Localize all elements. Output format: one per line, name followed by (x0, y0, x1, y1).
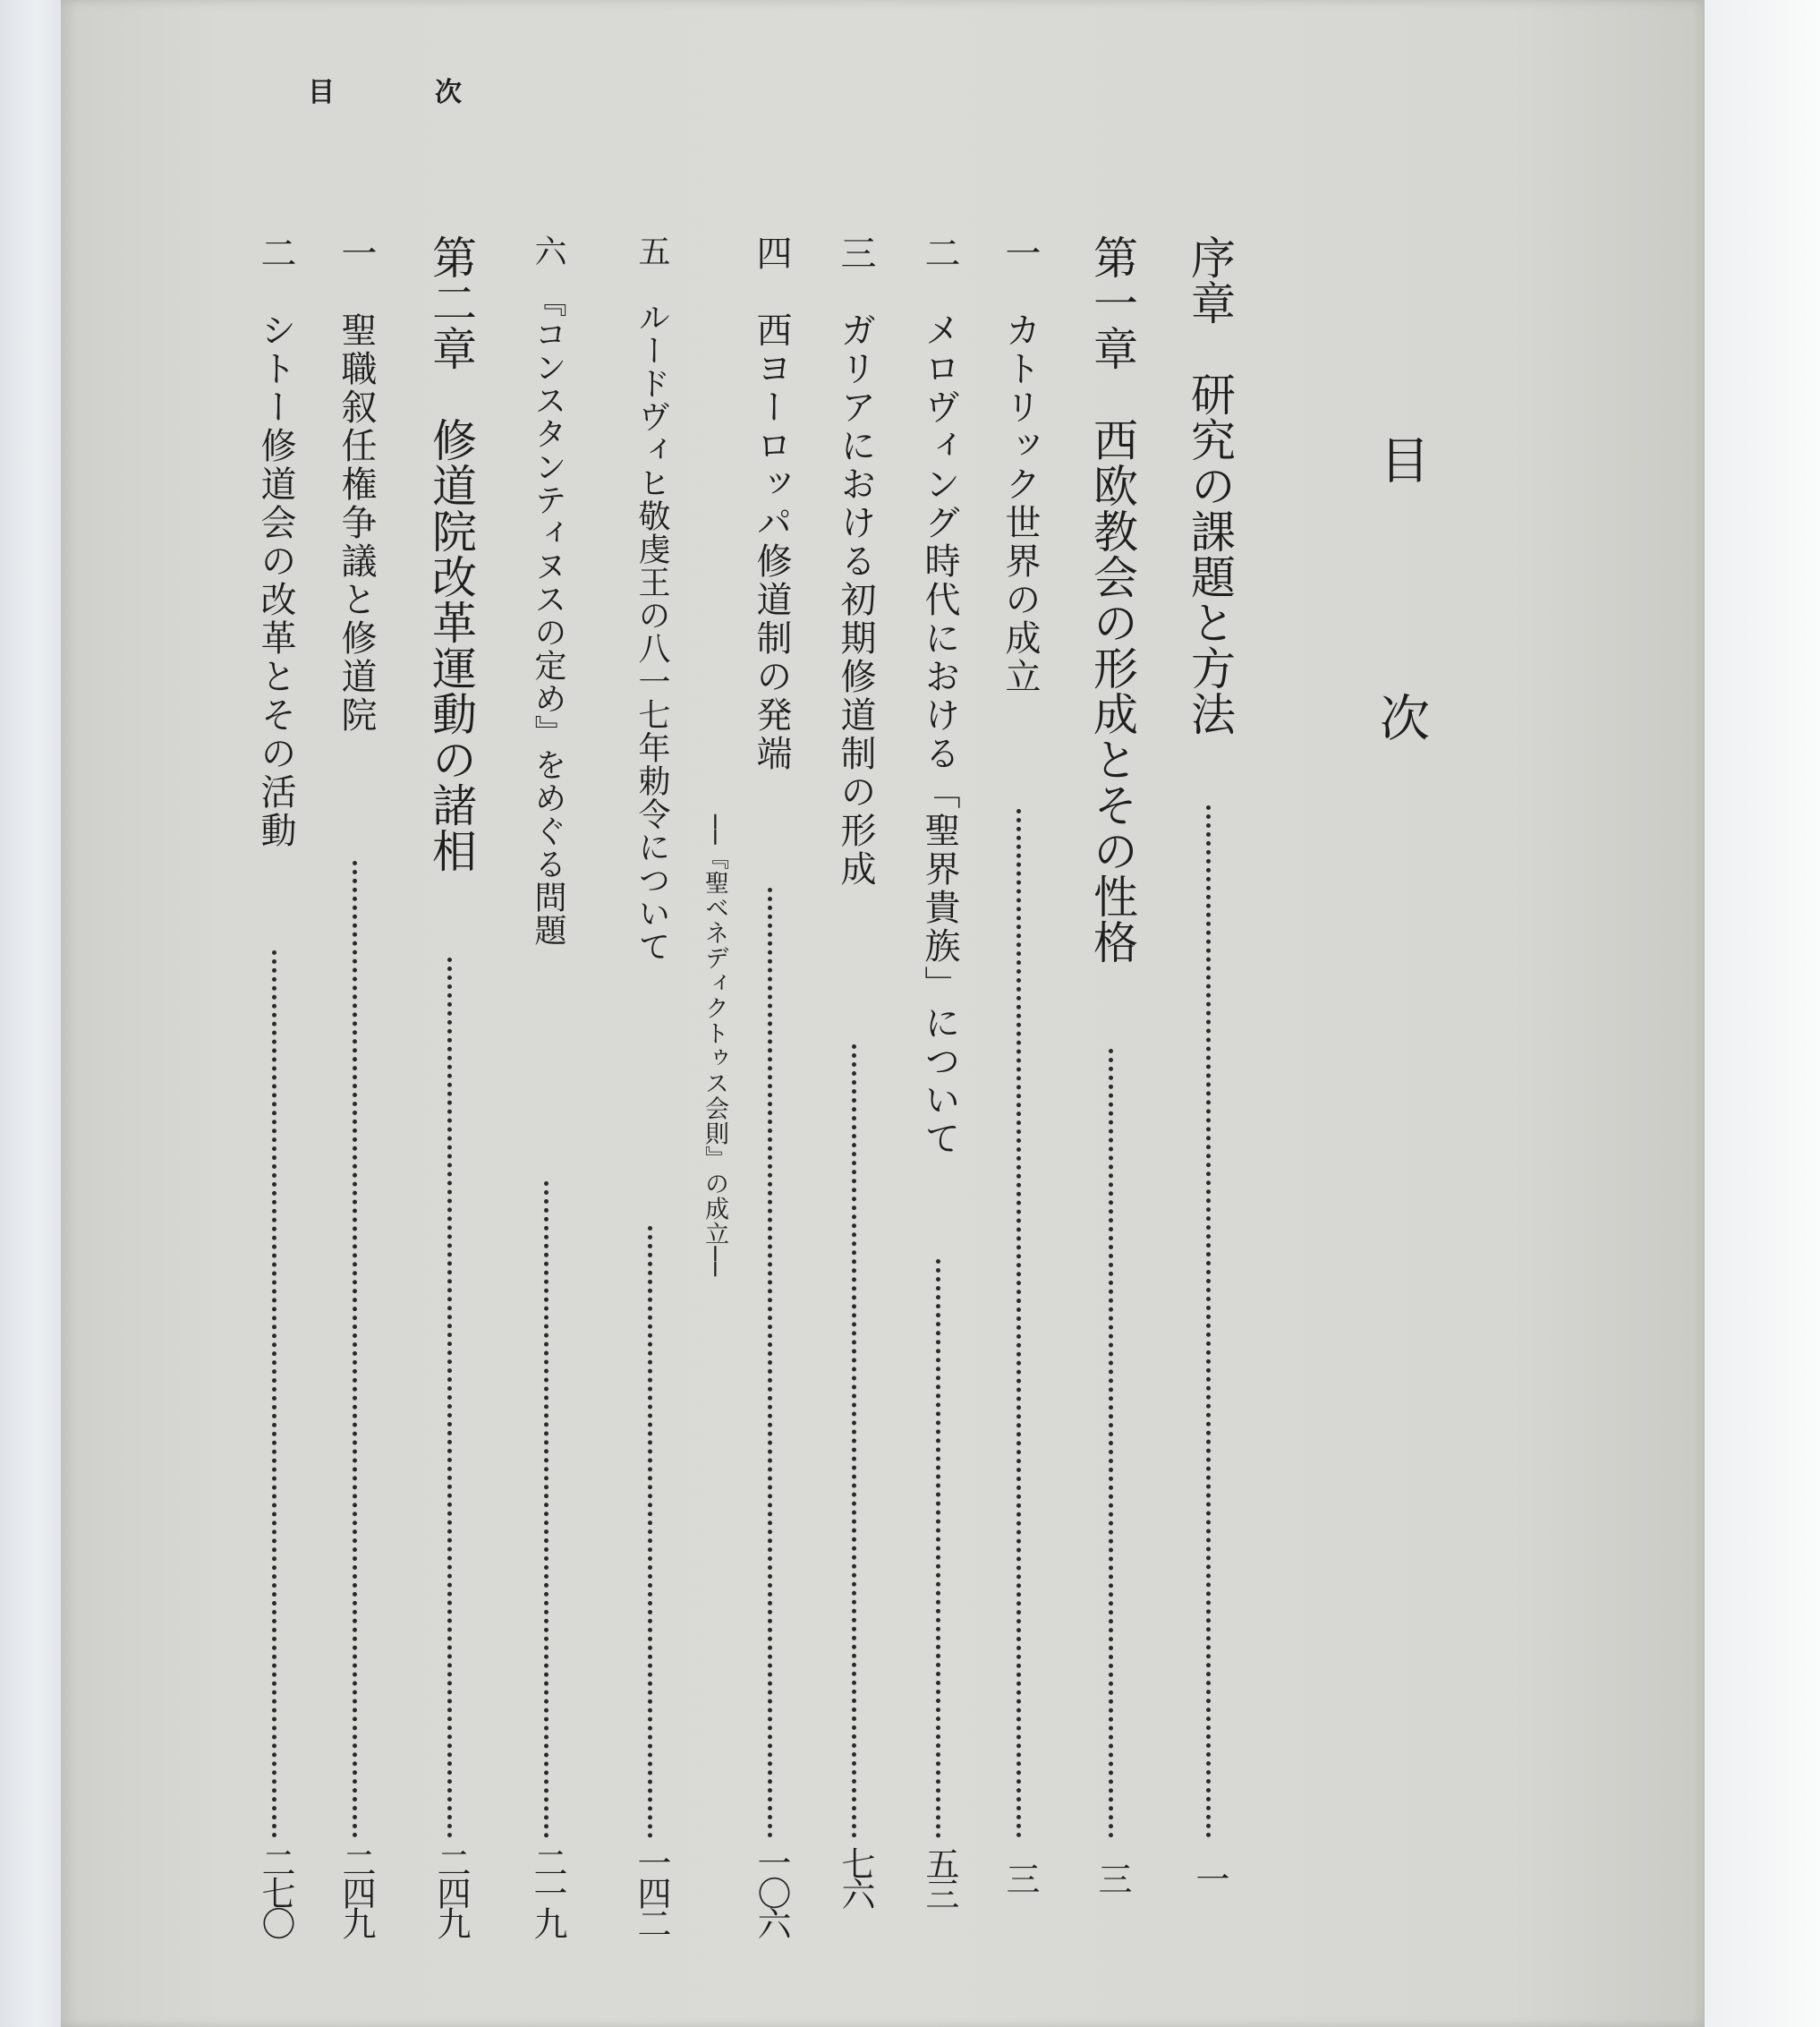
dot-leader (1206, 805, 1211, 1838)
dot-leader (544, 1181, 549, 1838)
toc-heading: 第二章 修道院改革運動の諸相 (425, 234, 477, 873)
page-title: 目 次 (1372, 434, 1430, 821)
toc-entry-1-1 (993, 234, 1047, 1908)
toc-page-number: 五三 (920, 1846, 959, 1907)
toc-entry-chapter-2 (424, 234, 478, 1937)
toc-entry-1-6 (521, 234, 574, 1937)
toc-page-number: 七六 (836, 1846, 875, 1907)
toc-heading: 序章 研究の課題と方法 (1184, 234, 1236, 737)
toc-heading: 二 メロヴィング時代における「聖界貴族」について (919, 234, 960, 1158)
dot-leader (852, 1044, 856, 1838)
toc-heading: 六 『コンスタンティヌスの定め』をめぐる問題 (530, 234, 566, 947)
toc-page-number: 一 (1190, 1861, 1229, 1892)
toc-entry-1-5 (625, 234, 678, 1937)
toc-page-number: 一四二 (632, 1845, 671, 1937)
toc-entry-2-2 (249, 234, 302, 1937)
background-right (1705, 0, 1820, 2027)
toc-page-number: 三 (1000, 1861, 1040, 1892)
toc-heading: 一 聖職叙任権争議と修道院 (336, 234, 377, 735)
toc-page-number: 二七〇 (256, 1845, 295, 1937)
toc-heading: 二 シトー修道会の改革とその活動 (255, 234, 296, 850)
toc-page-number: 一〇六 (752, 1845, 791, 1937)
dot-leader (1016, 809, 1021, 1838)
dot-leader (353, 861, 357, 1838)
toc-entry-2-1 (329, 234, 383, 1937)
toc-heading: 一 カトリック世界の成立 (999, 234, 1041, 696)
dot-leader (1109, 1049, 1113, 1838)
dot-leader (272, 950, 276, 1838)
background-left (0, 0, 61, 2027)
dot-leader (768, 888, 772, 1838)
dot-leader (936, 1259, 940, 1838)
toc-page-number: 三 (1093, 1861, 1132, 1892)
toc-heading: 三 ガリアにおける初期修道制の形成 (835, 234, 876, 889)
toc-entry-introduction (1183, 234, 1237, 1908)
dot-leader (447, 958, 452, 1838)
toc-heading: 五 ルードヴィヒ敬虔王の八一七年勅令について (634, 234, 670, 963)
running-head-left: 目 (308, 77, 335, 108)
toc-entry-1-4 (744, 234, 798, 1937)
toc-page-number: 二四九 (431, 1845, 471, 1937)
book-page (61, 0, 1705, 2027)
section-subtitle: ──『聖ベネディクトゥス会則』の成立── (701, 814, 728, 1278)
toc-heading: 四 西ヨーロッパ修道制の発端 (751, 234, 792, 773)
dot-leader (648, 1226, 652, 1838)
toc-entry-chapter-1 (1085, 234, 1139, 1908)
toc-entry-1-2 (913, 234, 966, 1908)
running-head-right: 次 (435, 77, 462, 108)
toc-entry-1-3 (829, 234, 882, 1908)
toc-page-number: 二四九 (336, 1845, 376, 1937)
toc-page-number: 二一九 (528, 1845, 567, 1937)
toc-heading: 第一章 西欧教会の形成とその性格 (1086, 234, 1138, 965)
